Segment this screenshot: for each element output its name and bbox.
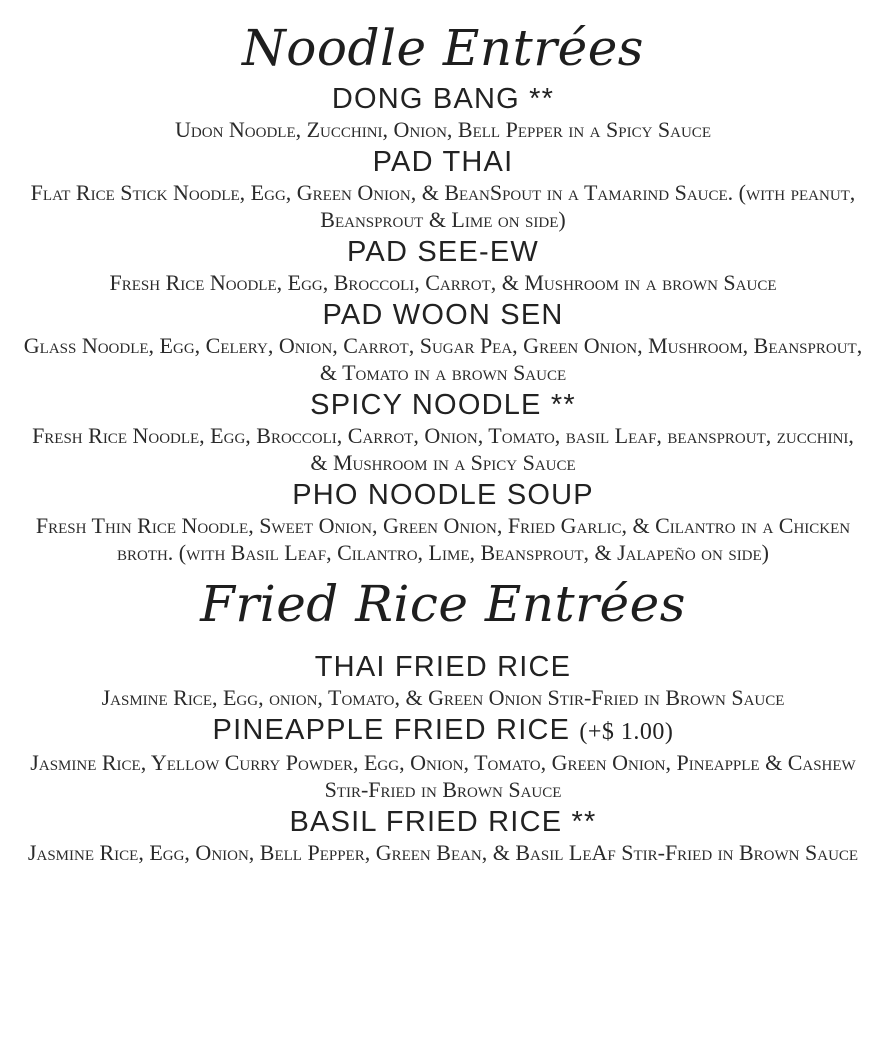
item-name: PINEAPPLE FRIED RICE (+$ 1.00) <box>212 714 674 746</box>
section-title-fried-rice-entrees: Fried Rice Entrées <box>200 575 686 633</box>
menu-item-basil-fried-rice <box>0 805 886 866</box>
item-price: (+$ 1.00) <box>579 719 674 745</box>
item-name: DONG BANG ** <box>331 83 555 115</box>
item-name: PHO NOODLE SOUP <box>292 479 594 511</box>
menu-item-pad-woon-sen <box>0 298 886 386</box>
menu-item-pad-see-ew <box>0 235 886 296</box>
item-name: BASIL FRIED RICE ** <box>289 806 597 838</box>
section-title-noodle-entrees: Noodle Entrées <box>242 19 644 77</box>
menu-item-spicy-noodle <box>0 388 886 476</box>
menu-item-pad-thai <box>0 145 886 233</box>
item-name: THAI FRIED RICE <box>314 651 572 683</box>
menu-item-thai-fried-rice <box>0 650 886 711</box>
item-description: Jasmine Rice, Egg, onion, Tomato, & Green Onion Stir-Fried in Brown Sauce <box>101 685 785 710</box>
item-description: Fresh Thin Rice Noodle, Sweet Onion, Green Onion, Fried Garlic, & Cilantro in a Chicken broth. (with Basil Leaf, Cilantro, Lime, Beansprout, & Jalapeño on side) <box>35 513 851 565</box>
menu-item-dong-bang <box>0 82 886 143</box>
item-name: SPICY NOODLE ** <box>310 389 576 421</box>
menu-item-pho-noodle-soup <box>0 478 886 566</box>
menu-item-pineapple-fried-rice <box>0 713 886 803</box>
item-description: Flat Rice Stick Noodle, Egg, Green Onion, & BeanSpout in a Tamarind Sauce. (with peanut, Beansprout & Lime on side) <box>30 180 856 232</box>
item-description: Fresh Rice Noodle, Egg, Broccoli, Carrot, Onion, Tomato, basil Leaf, beansprout, zucchini, & Mushroom in a Spicy Sauce <box>32 423 854 475</box>
item-description: Fresh Rice Noodle, Egg, Broccoli, Carrot, & Mushroom in a brown Sauce <box>109 270 777 295</box>
item-description: Glass Noodle, Egg, Celery, Onion, Carrot, Sugar Pea, Green Onion, Mushroom, Beansprout, & Tomato in a brown Sauce <box>23 333 863 385</box>
item-name: PAD THAI <box>372 146 514 178</box>
item-name: PAD WOON SEN <box>322 299 564 331</box>
item-description: Udon Noodle, Zucchini, Onion, Bell Pepper in a Spicy Sauce <box>175 117 711 142</box>
item-name: PAD SEE-EW <box>347 236 539 268</box>
item-description: Jasmine Rice, Egg, Onion, Bell Pepper, Green Bean, & Basil LeAf Stir-Fried in Brown Sauce <box>27 840 859 865</box>
item-description: Jasmine Rice, Yellow Curry Powder, Egg, Onion, Tomato, Green Onion, Pineapple & Cashew Stir-Fried in Brown Sauce <box>30 750 856 802</box>
